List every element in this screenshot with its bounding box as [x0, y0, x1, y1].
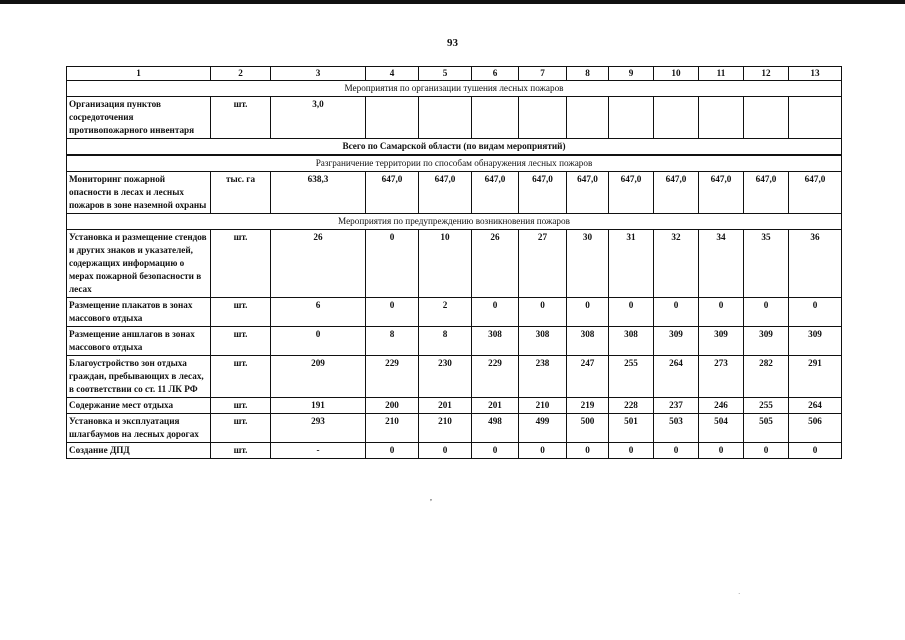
value-cell: 8	[366, 327, 419, 356]
section-title-row	[67, 214, 842, 230]
value-cell: 27	[519, 230, 567, 298]
value-cell: 32	[654, 230, 699, 298]
value-cell: 500	[567, 414, 609, 443]
value-cell: 264	[789, 398, 842, 414]
value-cell	[654, 97, 699, 139]
value-cell: 0	[519, 443, 567, 459]
col-number: 12	[744, 67, 789, 81]
value-cell: 0	[609, 298, 654, 327]
measure-name: Создание ДПД	[67, 443, 211, 459]
value-cell: 647,0	[609, 172, 654, 214]
value-cell: 191	[271, 398, 366, 414]
value-cell: 0	[472, 298, 519, 327]
value-cell	[472, 97, 519, 139]
value-cell: 255	[609, 356, 654, 398]
unit-cell: шт.	[211, 398, 271, 414]
value-cell	[744, 97, 789, 139]
measure-name: Содержание мест отдыха	[67, 398, 211, 414]
unit-cell: шт.	[211, 97, 271, 139]
value-cell: 647,0	[654, 172, 699, 214]
value-cell: 503	[654, 414, 699, 443]
value-cell: 0	[366, 298, 419, 327]
value-cell: 0	[654, 443, 699, 459]
value-cell: 0	[609, 443, 654, 459]
value-cell: 0	[271, 327, 366, 356]
col-number: 3	[271, 67, 366, 81]
col-number: 7	[519, 67, 567, 81]
col-number: 8	[567, 67, 609, 81]
value-cell: 309	[699, 327, 744, 356]
value-cell: 26	[271, 230, 366, 298]
value-cell: 0	[744, 443, 789, 459]
value-cell: 0	[366, 230, 419, 298]
value-cell: 0	[567, 443, 609, 459]
unit-cell: шт.	[211, 327, 271, 356]
value-cell: 291	[789, 356, 842, 398]
table-row	[67, 398, 842, 414]
table-row	[67, 356, 842, 398]
value-cell: 35	[744, 230, 789, 298]
value-cell: 0	[519, 298, 567, 327]
measure-name: Организация пунктов сосредоточения противопожарного инвентаря	[67, 97, 211, 139]
value-cell: 501	[609, 414, 654, 443]
value-cell: 201	[419, 398, 472, 414]
measure-name: Благоустройство зон отдыха граждан, пребывающих в лесах, в соответствии со ст. 11 ЛК РФ	[67, 356, 211, 398]
value-cell: 30	[567, 230, 609, 298]
value-cell: 309	[654, 327, 699, 356]
value-cell: 0	[789, 443, 842, 459]
value-cell	[789, 97, 842, 139]
value-cell	[519, 97, 567, 139]
value-cell: 505	[744, 414, 789, 443]
value-cell: 647,0	[366, 172, 419, 214]
value-cell: 209	[271, 356, 366, 398]
value-cell: 6	[271, 298, 366, 327]
value-cell: 34	[699, 230, 744, 298]
value-cell: 36	[789, 230, 842, 298]
value-cell: 0	[419, 443, 472, 459]
value-cell: 647,0	[789, 172, 842, 214]
value-cell: 506	[789, 414, 842, 443]
value-cell: 8	[419, 327, 472, 356]
value-cell: 210	[366, 414, 419, 443]
value-cell: 31	[609, 230, 654, 298]
value-cell: 200	[366, 398, 419, 414]
value-cell: 647,0	[567, 172, 609, 214]
value-cell: 264	[654, 356, 699, 398]
value-cell: 255	[744, 398, 789, 414]
col-number: 4	[366, 67, 419, 81]
value-cell: -	[271, 443, 366, 459]
value-cell: 247	[567, 356, 609, 398]
value-cell: 308	[519, 327, 567, 356]
value-cell	[366, 97, 419, 139]
value-cell: 230	[419, 356, 472, 398]
value-cell	[609, 97, 654, 139]
value-cell: 647,0	[519, 172, 567, 214]
value-cell: 647,0	[744, 172, 789, 214]
unit-cell: шт.	[211, 230, 271, 298]
value-cell: 210	[419, 414, 472, 443]
scan-speck: ,	[430, 493, 432, 502]
value-cell: 228	[609, 398, 654, 414]
value-cell: 308	[609, 327, 654, 356]
value-cell: 504	[699, 414, 744, 443]
value-cell: 0	[699, 298, 744, 327]
value-cell: 237	[654, 398, 699, 414]
value-cell: 219	[567, 398, 609, 414]
col-number: 11	[699, 67, 744, 81]
value-cell: 0	[567, 298, 609, 327]
value-cell: 499	[519, 414, 567, 443]
value-cell: 246	[699, 398, 744, 414]
value-cell: 638,3	[271, 172, 366, 214]
measure-name: Установка и размещение стендов и других знаков и указателей, содержащих информацию о мерах пожарной безопасности в лесах	[67, 230, 211, 298]
value-cell: 282	[744, 356, 789, 398]
table-row	[67, 172, 842, 214]
unit-cell: шт.	[211, 414, 271, 443]
column-number-row	[67, 67, 842, 81]
section-title: Разграничение территории по способам обнаружения лесных пожаров	[67, 155, 842, 172]
value-cell: 0	[654, 298, 699, 327]
unit-cell: тыс. га	[211, 172, 271, 214]
measure-name: Установка и эксплуатация шлагбаумов на лесных дорогах	[67, 414, 211, 443]
col-number: 13	[789, 67, 842, 81]
value-cell: 273	[699, 356, 744, 398]
col-number: 5	[419, 67, 472, 81]
value-cell: 309	[744, 327, 789, 356]
measure-name: Мониторинг пожарной опасности в лесах и лесных пожаров в зоне наземной охраны	[67, 172, 211, 214]
table-row	[67, 443, 842, 459]
section-title: Всего по Самарской области (по видам мероприятий)	[67, 139, 842, 156]
table-row	[67, 97, 842, 139]
value-cell: 309	[789, 327, 842, 356]
value-cell: 26	[472, 230, 519, 298]
table-row	[67, 298, 842, 327]
value-cell: 2	[419, 298, 472, 327]
col-number: 2	[211, 67, 271, 81]
table-row	[67, 230, 842, 298]
value-cell	[419, 97, 472, 139]
value-cell: 238	[519, 356, 567, 398]
col-number: 1	[67, 67, 211, 81]
measure-name: Размещение плакатов в зонах массового отдыха	[67, 298, 211, 327]
value-cell: 647,0	[472, 172, 519, 214]
section-title-row	[67, 81, 842, 97]
unit-cell: шт.	[211, 356, 271, 398]
value-cell: 0	[366, 443, 419, 459]
value-cell: 3,0	[271, 97, 366, 139]
value-cell	[699, 97, 744, 139]
value-cell: 0	[699, 443, 744, 459]
value-cell: 0	[472, 443, 519, 459]
forest-fire-measures-table	[66, 66, 842, 459]
section-title: Мероприятия по предупреждению возникновения пожаров	[67, 214, 842, 230]
unit-cell: шт.	[211, 443, 271, 459]
col-number: 10	[654, 67, 699, 81]
section-title-row	[67, 155, 842, 172]
value-cell: 308	[567, 327, 609, 356]
value-cell: 647,0	[419, 172, 472, 214]
value-cell: 229	[366, 356, 419, 398]
value-cell: 0	[789, 298, 842, 327]
unit-cell: шт.	[211, 298, 271, 327]
value-cell	[567, 97, 609, 139]
table-row	[67, 327, 842, 356]
value-cell: 210	[519, 398, 567, 414]
table-row	[67, 414, 842, 443]
scan-top-border	[0, 0, 905, 4]
scan-speck: ·	[738, 590, 741, 598]
page-number: 93	[447, 37, 458, 49]
measure-name: Размещение аншлагов в зонах массового отдыха	[67, 327, 211, 356]
col-number: 9	[609, 67, 654, 81]
value-cell: 647,0	[699, 172, 744, 214]
value-cell: 10	[419, 230, 472, 298]
value-cell: 201	[472, 398, 519, 414]
value-cell: 293	[271, 414, 366, 443]
value-cell: 0	[744, 298, 789, 327]
section-title-row	[67, 139, 842, 156]
col-number: 6	[472, 67, 519, 81]
value-cell: 308	[472, 327, 519, 356]
section-title: Мероприятия по организации тушения лесных пожаров	[67, 81, 842, 97]
value-cell: 498	[472, 414, 519, 443]
value-cell: 229	[472, 356, 519, 398]
